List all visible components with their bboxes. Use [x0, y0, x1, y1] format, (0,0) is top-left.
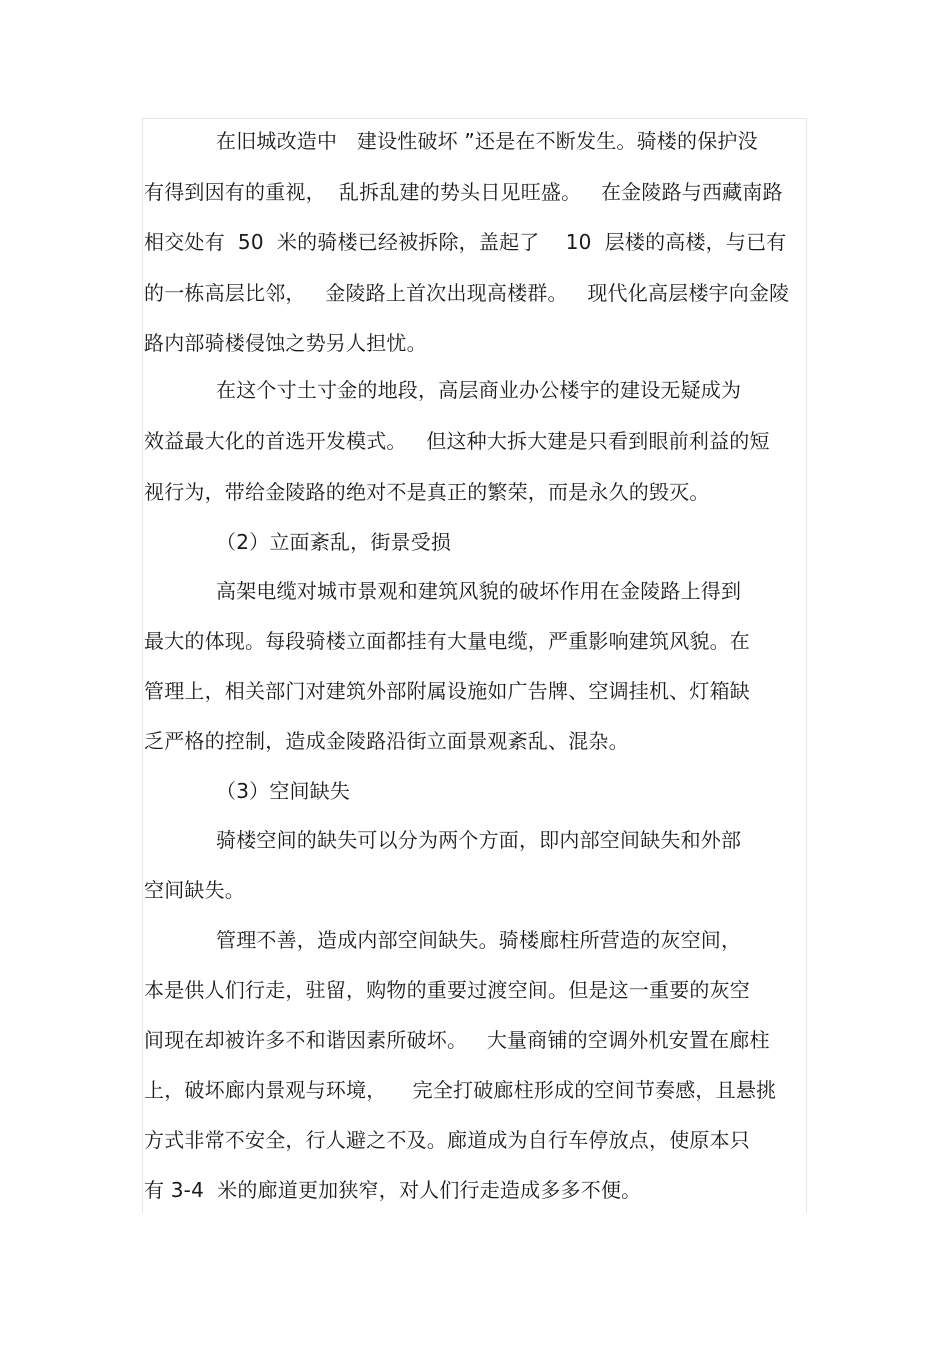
section-heading-2: （2）立面紊乱，街景受损: [216, 530, 452, 554]
paragraph-3-line-1: 高架电缆对城市景观和建筑风貌的破坏作用在金陵路上得到: [216, 579, 742, 603]
paragraph-3-line-4: 乏严格的控制，造成金陵路沿街立面景观紊乱、混杂。: [144, 729, 629, 753]
paragraph-1-line-1: 在旧城改造中 建设性破坏 ”还是在不断发生。骑楼的保护没: [216, 129, 758, 153]
paragraph-5-line-4: 上，破坏廊内景观与环境， 完全打破廊柱形成的空间节奏感，且悬挑: [144, 1078, 777, 1102]
paragraph-5-line-5: 方式非常不安全，行人避之不及。廊道成为自行车停放点，使原本只: [144, 1128, 750, 1152]
paragraph-2-line-2: 效益最大化的首选开发模式。 但这种大拆大建是只看到眼前利益的短: [144, 429, 770, 453]
section-heading-3: （3）空间缺失: [216, 779, 351, 803]
paragraph-1-line-3: 相交处有 50 米的骑楼已经被拆除，盖起了 10 层楼的高楼，与已有: [144, 230, 787, 254]
paragraph-5-line-2: 本是供人们行走，驻留，购物的重要过渡空间。但是这一重要的灰空: [144, 978, 750, 1002]
paragraph-1-line-2: 有得到因有的重视， 乱拆乱建的势头日见旺盛。 在金陵路与西藏南路: [144, 180, 783, 204]
paragraph-5-line-6: 有 3-4 米的廊道更加狭窄，对人们行走造成多多不便。: [144, 1178, 642, 1202]
paragraph-2-line-1: 在这个寸土寸金的地段，高层商业办公楼宇的建设无疑成为: [216, 378, 742, 402]
paragraph-3-line-3: 管理上，相关部门对建筑外部附属设施如广告牌、空调挂机、灯箱缺: [144, 679, 750, 703]
paragraph-2-line-3: 视行为，带给金陵路的绝对不是真正的繁荣，而是永久的毁灭。: [144, 480, 710, 504]
paragraph-4-line-2: 空间缺失。: [144, 878, 245, 902]
paragraph-5-line-1: 管理不善，造成内部空间缺失。骑楼廊柱所营造的灰空间，: [216, 928, 742, 952]
paragraph-3-line-2: 最大的体现。每段骑楼立面都挂有大量电缆，严重影响建筑风貌。在: [144, 629, 750, 653]
paragraph-5-line-3: 间现在却被许多不和谐因素所破坏。 大量商铺的空调外机安置在廊柱: [144, 1028, 770, 1052]
paragraph-4-line-1: 骑楼空间的缺失可以分为两个方面，即内部空间缺失和外部: [216, 828, 742, 852]
paragraph-1-line-4: 的一栋高层比邻， 金陵路上首次出现高楼群。 现代化高层楼宇向金陵: [144, 281, 790, 305]
paragraph-1-line-5: 路内部骑楼侵蚀之势另人担忧。: [144, 331, 427, 355]
